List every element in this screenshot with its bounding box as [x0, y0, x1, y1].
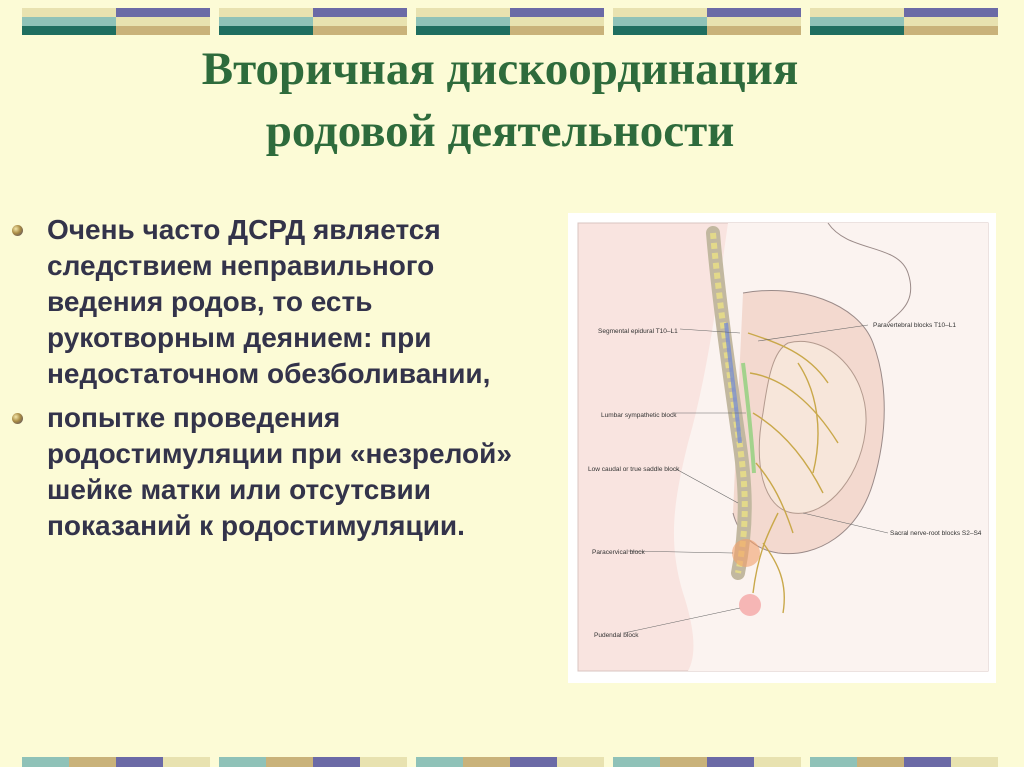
- paracervical-spot: [732, 539, 760, 567]
- anatomy-illustration: [568, 213, 996, 683]
- stripe-group: [613, 8, 801, 35]
- title-line-2: родовой деятельности: [265, 105, 735, 157]
- bullet-dot-icon: [12, 225, 23, 236]
- stripe-group: [613, 757, 801, 767]
- slide-title: [60, 38, 940, 162]
- label-caudal-block: Low caudal or true saddle block: [588, 466, 680, 473]
- label-paravertebral: Paravertebral blocks T10–L1: [873, 322, 956, 329]
- label-paracervical: Paracervical block: [592, 549, 645, 556]
- bullet-text: попытке проведения родостимуляции при «незрелой» шейке матки или отсутсвии показаний к родостимуляции.: [47, 402, 512, 541]
- stripe-group: [219, 757, 407, 767]
- stripe-group: [810, 757, 998, 767]
- stripe-group: [810, 8, 998, 35]
- bullet-dot-icon: [12, 413, 23, 424]
- bullet-item: [10, 212, 555, 392]
- stripe-group: [416, 8, 604, 35]
- stripe-group: [219, 8, 407, 35]
- bottom-decorative-stripes: [22, 757, 1004, 767]
- bullet-item: [10, 400, 555, 544]
- stripe-group: [22, 757, 210, 767]
- pudendal-spot: [739, 594, 761, 616]
- label-segmental-epidural: Segmental epidural T10–L1: [598, 328, 678, 335]
- label-pudendal: Pudendal block: [594, 632, 639, 639]
- label-sacral-nerve-root: Sacral nerve-root blocks S2–S4: [890, 530, 982, 537]
- title-line-1: Вторичная дискоординация: [201, 43, 799, 95]
- stripe-group: [22, 8, 210, 35]
- bullet-list: [10, 212, 555, 552]
- label-lumbar-sympathetic: Lumbar sympathetic block: [601, 412, 677, 419]
- bullet-text: Очень часто ДСРД является следствием неправильного ведения родов, то есть рукотворным деянием: при недостаточном обезболивании,: [47, 214, 491, 389]
- anatomy-svg: [568, 213, 996, 683]
- stripe-group: [416, 757, 604, 767]
